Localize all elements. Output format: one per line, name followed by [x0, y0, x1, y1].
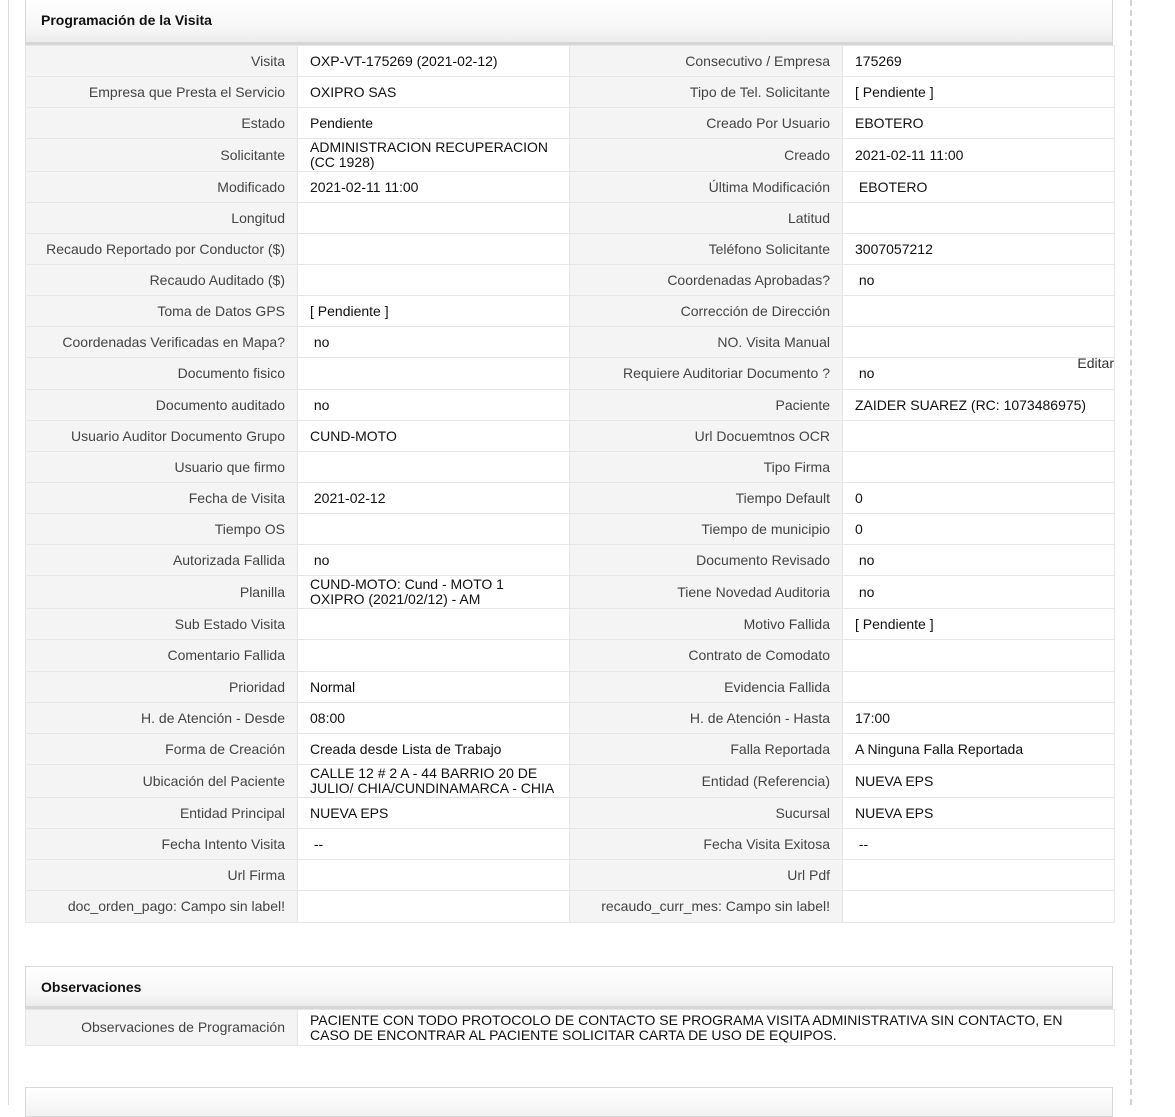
field-value-text: no	[855, 365, 875, 381]
field-value	[843, 734, 1115, 765]
field-value	[843, 798, 1115, 829]
field-value-text: no	[855, 551, 875, 568]
field-label	[26, 640, 298, 672]
field-label	[26, 327, 298, 358]
field-row	[26, 172, 1115, 203]
field-value	[843, 483, 1115, 514]
field-label	[570, 891, 843, 923]
field-value-text: NUEVA EPS	[855, 772, 934, 789]
field-label-text: Motivo Fallida	[743, 615, 830, 632]
field-label-text: Tiempo OS	[214, 520, 285, 537]
field-row	[26, 514, 1115, 545]
field-label-text: Teléfono Solicitante	[708, 240, 830, 257]
field-label-text: Url Firma	[227, 866, 285, 883]
field-value	[298, 46, 570, 77]
field-value-text: no	[855, 583, 875, 600]
field-label-text: Tiempo Default	[735, 489, 830, 506]
field-row	[26, 327, 1115, 358]
field-label-text: Prioridad	[228, 678, 285, 695]
field-label-text: Documento auditado	[155, 396, 285, 413]
field-label-text: Comentario Fallida	[167, 647, 285, 663]
field-label-text: doc_orden_pago: Campo sin label!	[67, 898, 285, 914]
field-label	[26, 296, 298, 327]
field-label	[570, 452, 843, 483]
field-value-text: 0	[855, 489, 863, 506]
field-value	[843, 672, 1115, 703]
field-label-text: Creado Por Usuario	[706, 114, 830, 131]
field-row	[26, 798, 1115, 829]
field-value	[843, 203, 1115, 234]
field-label	[26, 234, 298, 265]
field-label-text: Url Pdf	[787, 866, 830, 883]
field-value	[298, 265, 570, 296]
field-label: Observaciones de Programación	[26, 1010, 298, 1046]
field-label-text: Toma de Datos GPS	[157, 302, 285, 319]
field-value	[298, 203, 570, 234]
field-value	[298, 421, 570, 452]
field-value-text: Creada desde Lista de Trabajo	[310, 740, 502, 757]
field-value-text: ADMINISTRACION RECUPERACION (CC 1928)	[310, 139, 552, 170]
field-label	[570, 609, 843, 640]
field-row	[26, 77, 1115, 108]
field-label	[570, 860, 843, 891]
field-row	[26, 390, 1115, 421]
field-value-text: 2021-02-11 11:00	[310, 178, 419, 195]
field-row	[26, 483, 1115, 514]
field-value-text: CUND-MOTO	[310, 427, 397, 444]
field-value	[298, 172, 570, 203]
field-label	[570, 234, 843, 265]
field-value	[298, 860, 570, 891]
field-value-text: NUEVA EPS	[855, 804, 934, 821]
field-value-text: no	[310, 396, 330, 413]
field-label	[570, 672, 843, 703]
field-label-text: Creado	[784, 146, 830, 163]
field-label-text: Fecha Visita Exitosa	[703, 835, 830, 852]
field-value	[298, 734, 570, 765]
field-label-text: Coordenadas Verificadas en Mapa?	[62, 333, 285, 350]
field-value	[298, 358, 570, 390]
panel-header-visit	[25, 0, 1113, 45]
field-value	[843, 46, 1115, 77]
field-row	[26, 108, 1115, 139]
field-label	[26, 576, 298, 609]
field-value: PACIENTE CON TODO PROTOCOLO DE CONTACTO SE PROGRAMA VISITA ADMINISTRATIVA SIN CONTACTO, EN CASO DE ENCONTRAR AL PACIENTE SOLICITAR CARTA DE USO DE EQUIPOS.	[298, 1010, 1115, 1046]
field-label-text: Documento Revisado	[696, 551, 830, 568]
visit-details-table	[25, 45, 1115, 923]
page-right-divider	[1130, 0, 1132, 1105]
field-value	[843, 452, 1115, 483]
panel-title: Programación de la Visita	[41, 12, 212, 28]
field-value-text: 2021-02-12	[310, 489, 386, 506]
field-row	[26, 576, 1115, 609]
field-label	[570, 358, 843, 390]
field-row	[26, 860, 1115, 891]
field-value-text: OXIPRO SAS	[310, 83, 397, 100]
field-label-text: Paciente	[775, 396, 830, 413]
field-label	[26, 139, 298, 172]
field-label-text: Evidencia Fallida	[724, 678, 830, 695]
field-label-text: Coordenadas Aprobadas?	[667, 271, 830, 288]
page-left-border	[8, 0, 9, 1105]
field-label-text: Consecutivo / Empresa	[685, 52, 830, 69]
field-value-text: Normal	[310, 678, 356, 695]
field-value	[843, 703, 1115, 734]
field-row	[26, 672, 1115, 703]
field-value-text: --	[310, 835, 324, 852]
field-row	[26, 139, 1115, 172]
field-label	[26, 798, 298, 829]
edit-link[interactable]: Editar	[1077, 355, 1114, 371]
field-value	[843, 514, 1115, 545]
field-label-text: Sub Estado Visita	[174, 615, 285, 632]
field-label	[26, 891, 298, 923]
field-row	[26, 265, 1115, 296]
field-value-text: [ Pendiente ]	[855, 83, 934, 100]
field-label	[26, 172, 298, 203]
field-row	[26, 829, 1115, 860]
field-value	[298, 798, 570, 829]
field-value	[843, 139, 1115, 172]
field-row	[26, 734, 1115, 765]
field-row	[26, 609, 1115, 640]
field-label	[26, 734, 298, 765]
field-value-text: 2021-02-11 11:00	[855, 146, 964, 163]
field-label-text: NO. Visita Manual	[717, 333, 830, 350]
field-value	[298, 483, 570, 514]
field-value	[843, 355, 1115, 390]
field-value	[298, 576, 570, 609]
field-value	[298, 609, 570, 640]
field-value-text: [ Pendiente ]	[855, 615, 934, 632]
field-value	[843, 265, 1115, 296]
field-label-text: Tipo Firma	[763, 458, 830, 475]
field-label-text: Requiere Auditoriar Documento ?	[622, 365, 830, 381]
field-label	[26, 452, 298, 483]
field-label-text: Ubicación del Paciente	[142, 772, 285, 789]
field-label-text: H. de Atención - Hasta	[689, 709, 830, 726]
field-label	[26, 829, 298, 860]
field-label	[26, 703, 298, 734]
field-row	[26, 891, 1115, 923]
field-label	[570, 296, 843, 327]
field-label-text: recaudo_curr_mes: Campo sin label!	[601, 898, 830, 914]
field-label-text: Recaudo Auditado ($)	[149, 271, 285, 288]
field-label	[26, 545, 298, 576]
visit-schedule-panel	[25, 0, 1113, 923]
observations-panel	[25, 966, 1113, 1046]
field-value-text: 08:00	[310, 709, 346, 726]
field-value	[843, 891, 1115, 923]
field-label-text: Documento fisico	[177, 365, 285, 381]
field-value-text: A Ninguna Falla Reportada	[855, 740, 1024, 757]
field-value	[843, 234, 1115, 265]
field-label-text: Tiempo de municipio	[701, 520, 830, 537]
field-value	[843, 172, 1115, 203]
field-label-text: Estado	[241, 114, 285, 131]
next-panel	[25, 1087, 1113, 1117]
field-label	[570, 390, 843, 421]
field-value	[298, 672, 570, 703]
field-label-text: Visita	[251, 52, 285, 69]
field-label	[570, 829, 843, 860]
field-value-text: 3007057212	[855, 240, 933, 257]
field-value	[298, 640, 570, 672]
field-value-text: EBOTERO	[855, 178, 928, 195]
field-label-text: Forma de Creación	[165, 740, 285, 757]
field-label	[26, 390, 298, 421]
field-value	[843, 108, 1115, 139]
field-label-text: Entidad Principal	[179, 804, 285, 821]
field-value-text: no	[310, 333, 330, 350]
field-label	[570, 203, 843, 234]
panel-title: Observaciones	[41, 978, 142, 995]
field-value-text: Pendiente	[310, 114, 374, 131]
field-label-text: Usuario que firmo	[174, 458, 285, 475]
field-value-text: 17:00	[855, 709, 891, 726]
field-value	[843, 640, 1115, 672]
field-label	[570, 483, 843, 514]
field-row	[26, 296, 1115, 327]
field-value	[843, 421, 1115, 452]
field-value	[843, 765, 1115, 798]
field-label-text: Entidad (Referencia)	[701, 772, 830, 789]
field-row	[26, 703, 1115, 734]
field-label	[26, 358, 298, 390]
field-label	[570, 576, 843, 609]
field-label	[26, 514, 298, 545]
field-label	[26, 672, 298, 703]
field-label-text: Url Docuemtnos OCR	[694, 427, 830, 444]
field-value	[298, 765, 570, 798]
field-value	[843, 77, 1115, 108]
field-value	[298, 108, 570, 139]
field-label-text: Solicitante	[220, 146, 285, 163]
field-label	[26, 609, 298, 640]
field-label-text: Corrección de Dirección	[680, 302, 830, 319]
field-label-text: Latitud	[787, 209, 830, 226]
field-label-text: Empresa que Presta el Servicio	[88, 83, 285, 100]
field-value	[298, 327, 570, 358]
field-label-text: Longitud	[231, 209, 285, 226]
field-label	[570, 77, 843, 108]
field-value	[843, 296, 1115, 327]
field-value	[843, 860, 1115, 891]
field-value	[298, 514, 570, 545]
field-label	[570, 172, 843, 203]
field-label	[570, 421, 843, 452]
field-value-text: ZAIDER SUAREZ (RC: 1073486975)	[855, 396, 1087, 413]
field-label-text: Contrato de Comodato	[688, 647, 830, 663]
observations-row	[26, 1010, 1115, 1046]
field-value	[843, 390, 1115, 421]
field-label	[26, 421, 298, 452]
field-label-text: Recaudo Reportado por Conductor ($)	[46, 240, 285, 257]
field-row	[26, 358, 1115, 390]
field-label	[570, 265, 843, 296]
field-label	[26, 265, 298, 296]
field-row	[26, 234, 1115, 265]
field-row	[26, 545, 1115, 576]
field-label	[26, 860, 298, 891]
field-value	[298, 234, 570, 265]
field-label	[26, 77, 298, 108]
field-label-text: Modificado	[217, 178, 285, 195]
field-label	[570, 798, 843, 829]
field-label-text: Usuario Auditor Documento Grupo	[71, 427, 285, 444]
field-row	[26, 46, 1115, 77]
field-label	[570, 545, 843, 576]
field-value	[843, 609, 1115, 640]
field-row	[26, 765, 1115, 798]
field-value-text: no	[310, 551, 330, 568]
field-label-text: Sucursal	[775, 804, 830, 821]
field-label	[570, 139, 843, 172]
field-label	[570, 327, 843, 358]
field-value-text: NUEVA EPS	[310, 804, 389, 821]
field-label	[26, 108, 298, 139]
field-label	[26, 765, 298, 798]
field-value-text: 0	[855, 520, 863, 537]
field-value-text: OXP-VT-175269 (2021-02-12)	[310, 52, 498, 69]
field-label-text: Tiene Novedad Auditoria	[677, 583, 830, 600]
field-value-text: CALLE 12 # 2 A - 44 BARRIO 20 DE JULIO/ CHIA/CUNDINAMARCA - CHIA	[310, 765, 555, 796]
field-value	[298, 703, 570, 734]
field-value	[298, 891, 570, 923]
field-label	[570, 46, 843, 77]
field-label-text: Fecha Intento Visita	[161, 835, 285, 852]
field-value	[298, 296, 570, 327]
field-label-text: Autorizada Fallida	[172, 551, 285, 568]
field-value-text: 175269	[855, 52, 902, 69]
field-label	[570, 765, 843, 798]
field-value	[298, 390, 570, 421]
field-value-text: no	[855, 271, 875, 288]
field-value	[298, 139, 570, 172]
field-label-text: Última Modificación	[708, 178, 830, 195]
field-label	[570, 640, 843, 672]
field-value-text: --	[855, 835, 869, 852]
field-label	[26, 483, 298, 514]
field-value-text: CUND-MOTO: Cund - MOTO 1 OXIPRO (2021/02/12) - AM	[310, 576, 508, 607]
field-value-text: EBOTERO	[855, 114, 924, 131]
field-row	[26, 452, 1115, 483]
field-value	[298, 452, 570, 483]
field-label	[570, 514, 843, 545]
field-value	[843, 576, 1115, 609]
field-row	[26, 203, 1115, 234]
field-label-text: Falla Reportada	[730, 740, 830, 757]
field-label	[570, 703, 843, 734]
field-label	[570, 108, 843, 139]
field-label	[26, 46, 298, 77]
field-value	[298, 545, 570, 576]
field-row	[26, 421, 1115, 452]
field-value	[843, 545, 1115, 576]
field-label-text: H. de Atención - Desde	[141, 709, 285, 726]
field-label-text: Planilla	[239, 583, 285, 600]
field-label-text: Tipo de Tel. Solicitante	[689, 83, 830, 100]
field-value	[843, 829, 1115, 860]
field-value	[843, 327, 1115, 358]
panel-header-observations	[25, 966, 1113, 1009]
field-row	[26, 640, 1115, 672]
observations-table	[25, 1009, 1115, 1046]
field-value-text: [ Pendiente ]	[310, 302, 389, 319]
field-label	[26, 203, 298, 234]
field-label	[570, 734, 843, 765]
field-value	[298, 829, 570, 860]
field-value	[298, 77, 570, 108]
field-label-text: Fecha de Visita	[188, 489, 285, 506]
